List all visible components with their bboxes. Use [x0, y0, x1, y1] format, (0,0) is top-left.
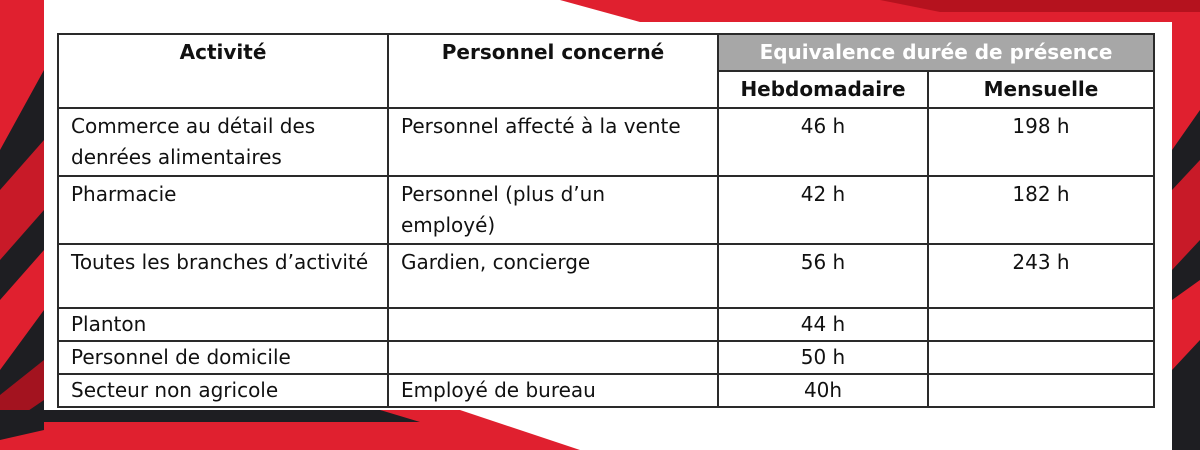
header-activity: Activité	[58, 34, 388, 108]
cell-monthly: 182 h	[928, 176, 1154, 244]
cell-staff	[388, 308, 718, 341]
cell-activity: Planton	[58, 308, 388, 341]
cell-staff: Personnel (plus d’un employé)	[388, 176, 718, 244]
table-row	[58, 308, 1154, 341]
cell-monthly: 243 h	[928, 244, 1154, 308]
table-row	[58, 244, 1154, 308]
cell-monthly	[928, 308, 1154, 341]
cell-weekly: 50 h	[718, 341, 928, 374]
cell-monthly	[928, 374, 1154, 407]
table-row	[58, 108, 1154, 176]
cell-staff: Gardien, concierge	[388, 244, 718, 308]
table-row	[58, 176, 1154, 244]
cell-weekly: 56 h	[718, 244, 928, 308]
header-staff: Personnel concerné	[388, 34, 718, 108]
cell-activity: Secteur non agricole	[58, 374, 388, 407]
table-row	[58, 374, 1154, 407]
cell-monthly: 198 h	[928, 108, 1154, 176]
cell-activity: Commerce au détail des denrées alimentaires	[58, 108, 388, 176]
header-monthly: Mensuelle	[928, 71, 1154, 108]
presence-duration-table	[57, 33, 1155, 408]
cell-activity: Toutes les branches d’activité	[58, 244, 388, 308]
cell-weekly: 46 h	[718, 108, 928, 176]
cell-activity: Personnel de domicile	[58, 341, 388, 374]
header-presence-group: Equivalence durée de présence	[718, 34, 1154, 71]
cell-weekly: 42 h	[718, 176, 928, 244]
cell-weekly: 44 h	[718, 308, 928, 341]
cell-monthly	[928, 341, 1154, 374]
cell-weekly: 40h	[718, 374, 928, 407]
cell-staff: Employé de bureau	[388, 374, 718, 407]
cell-activity: Pharmacie	[58, 176, 388, 244]
cell-staff	[388, 341, 718, 374]
table-row	[58, 341, 1154, 374]
cell-staff: Personnel affecté à la vente	[388, 108, 718, 176]
header-weekly: Hebdomadaire	[718, 71, 928, 108]
